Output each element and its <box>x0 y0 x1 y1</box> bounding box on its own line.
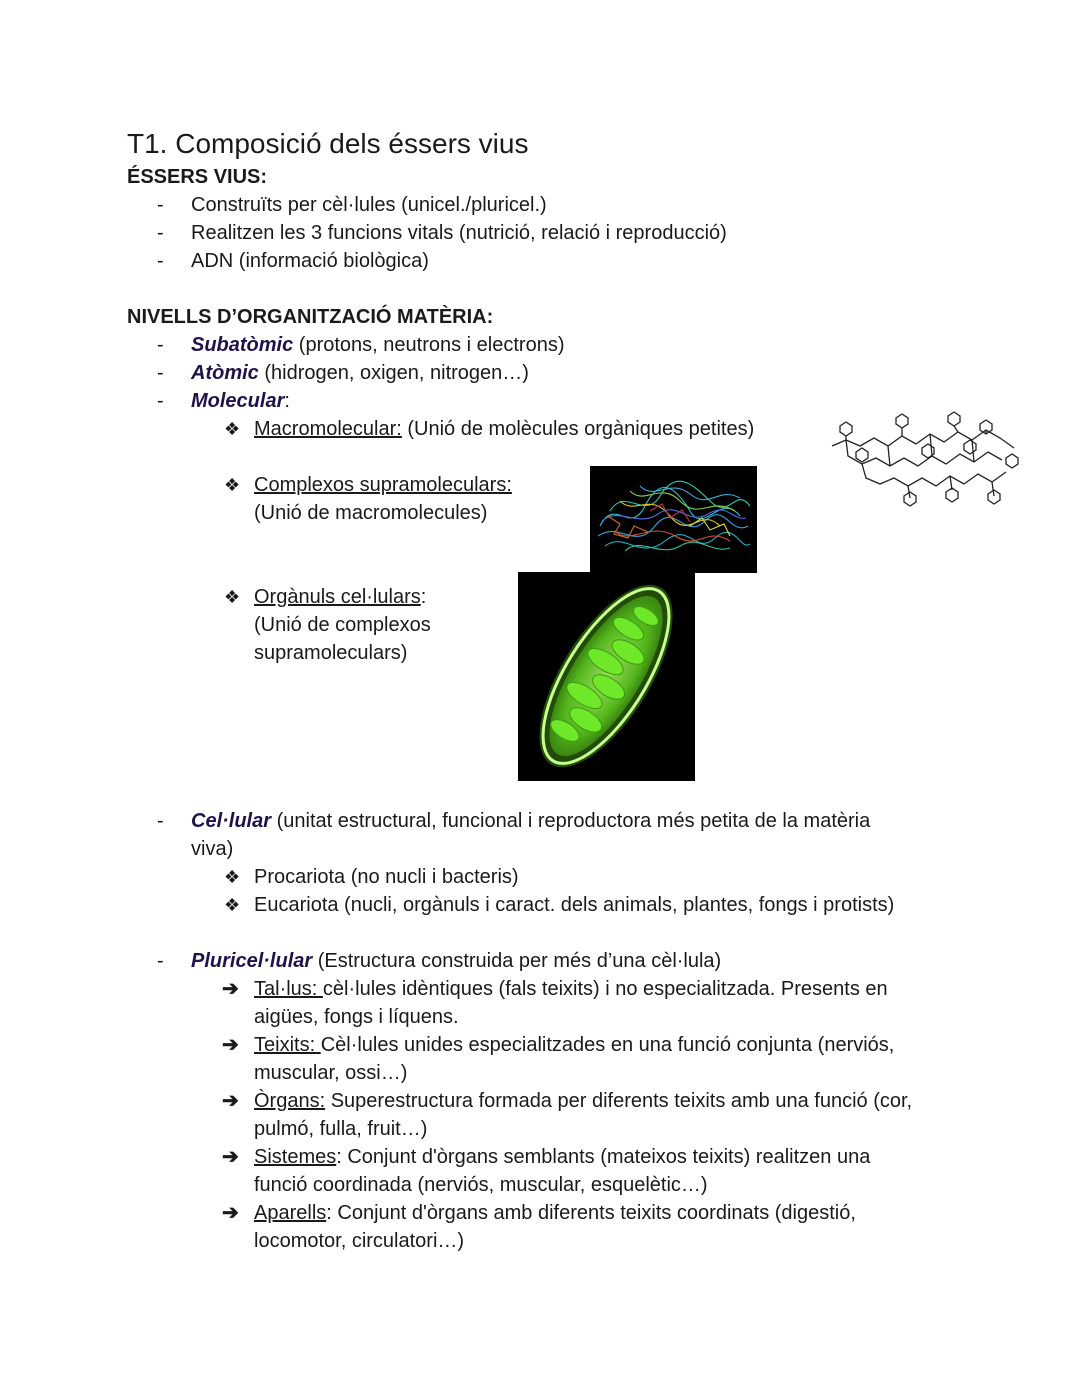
keyword: Subatòmic <box>191 334 294 356</box>
sub-colon: : <box>420 586 427 608</box>
arrow-bullet-icon: ➔ <box>222 1146 239 1168</box>
sub-term: Sistemes <box>254 1146 337 1168</box>
sub-item-eucariota: Eucariota (nucli, orgànuls i caract. dels animals, plantes, fongs i protists) <box>254 894 895 916</box>
list-item-molecular <box>191 387 290 415</box>
arrow-bullet-icon: ➔ <box>222 978 239 1000</box>
sub-term: Macromolecular: <box>254 418 402 440</box>
keyword: Atòmic <box>191 362 259 384</box>
list-dash: - <box>157 950 164 972</box>
item-desc: (unitat estructural, funcional i reproductora més petita de la matèria <box>271 810 871 832</box>
sub-item-tallus <box>254 975 888 1003</box>
diamond-bullet-icon: ❖ <box>224 895 241 915</box>
list-dash: - <box>157 810 164 832</box>
sub-item-teixits <box>254 1031 894 1059</box>
sub-item-macromolecular <box>254 415 754 443</box>
item-desc: (Estructura construida per més d’una cèl·lula) <box>312 950 722 972</box>
sub-desc: cèl·lules idèntiques (fals teixits) i no especialitzada. Presents en <box>322 978 888 1000</box>
list-dash: - <box>157 194 164 216</box>
molecule-structure-image <box>826 408 1022 508</box>
sub-term: Aparells <box>254 1202 327 1224</box>
list-item-subatomic <box>191 331 565 359</box>
keyword: Molecular <box>191 390 285 412</box>
keyword: Pluricel·lular <box>191 950 313 972</box>
diamond-bullet-icon: ❖ <box>224 475 241 495</box>
list-item: Realitzen les 3 funcions vitals (nutrició, relació i reproducció) <box>191 222 727 244</box>
item-desc: (hidrogen, oxigen, nitrogen…) <box>258 362 529 384</box>
sub-item-procariota: Procariota (no nucli i bacteris) <box>254 866 519 888</box>
sub-item-sistemes <box>254 1143 870 1171</box>
sub-term: Tal·lus: <box>254 978 323 1000</box>
sub-item-complexos-desc: (Unió de macromolecules) <box>254 502 488 524</box>
sub-desc-continued: locomotor, circulatori…) <box>254 1230 465 1252</box>
sub-desc: Superestructura formada per diferents teixits amb una funció (cor, <box>325 1090 913 1112</box>
list-dash: - <box>157 222 164 244</box>
sub-desc-continued: pulmó, fulla, fruit…) <box>254 1118 428 1140</box>
list-dash: - <box>157 334 164 356</box>
item-desc-continued: viva) <box>191 838 234 860</box>
sub-term: Òrgans: <box>254 1090 326 1112</box>
sub-desc: (Unió de molècules orgàniques petites) <box>401 418 755 440</box>
sub-desc-continued: aigües, fongs i líquens. <box>254 1006 459 1028</box>
protein-complex-image <box>590 466 757 573</box>
sub-item-organuls-desc: (Unió de complexos <box>254 614 431 636</box>
sub-term: Complexos supramoleculars: <box>254 474 512 496</box>
list-dash: - <box>157 250 164 272</box>
diamond-bullet-icon: ❖ <box>224 587 241 607</box>
sub-term: Orgànuls cel·lulars <box>254 586 421 608</box>
list-item: Construïts per cèl·lules (unicel./pluricel.) <box>191 194 547 216</box>
page-title: T1. Composició dels éssers vius <box>127 128 529 159</box>
diamond-bullet-icon: ❖ <box>224 867 241 887</box>
list-item-atomic <box>191 359 529 387</box>
sub-item-aparells <box>254 1199 856 1227</box>
item-desc: (protons, neutrons i electrons) <box>293 334 565 356</box>
arrow-bullet-icon: ➔ <box>222 1090 239 1112</box>
list-dash: - <box>157 362 164 384</box>
sub-desc: : Conjunt d'òrgans semblants (mateixos teixits) realitzen una <box>336 1146 871 1168</box>
sub-desc-continued: funció coordinada (nerviós, muscular, esquelètic…) <box>254 1174 708 1196</box>
sub-desc-continued: muscular, ossi…) <box>254 1062 408 1084</box>
arrow-bullet-icon: ➔ <box>222 1202 239 1224</box>
sub-item-organuls-desc: supramoleculars) <box>254 642 408 664</box>
item-colon: : <box>284 390 290 412</box>
sub-desc: : Conjunt d'òrgans amb diferents teixits coordinats (digestió, <box>326 1202 856 1224</box>
mitochondria-image <box>518 572 695 781</box>
list-item: ADN (informació biològica) <box>191 250 429 272</box>
keyword: Cel·lular <box>191 810 272 832</box>
list-dash: - <box>157 390 164 412</box>
section-heading-nivells: NIVELLS D’ORGANITZACIÓ MATÈRIA: <box>127 306 494 328</box>
sub-item-complexos-term <box>254 471 512 499</box>
sub-item-organuls-term <box>254 583 426 611</box>
sub-desc: Cèl·lules unides especialitzades en una funció conjunta (nerviós, <box>320 1034 895 1056</box>
list-item-pluricellular <box>191 947 721 975</box>
section-heading-essers-vius: ÉSSERS VIUS: <box>127 166 268 188</box>
arrow-bullet-icon: ➔ <box>222 1034 239 1056</box>
list-item-cellular <box>191 807 870 835</box>
sub-item-organs <box>254 1087 912 1115</box>
sub-term: Teixits: <box>254 1034 321 1056</box>
diamond-bullet-icon: ❖ <box>224 419 241 439</box>
